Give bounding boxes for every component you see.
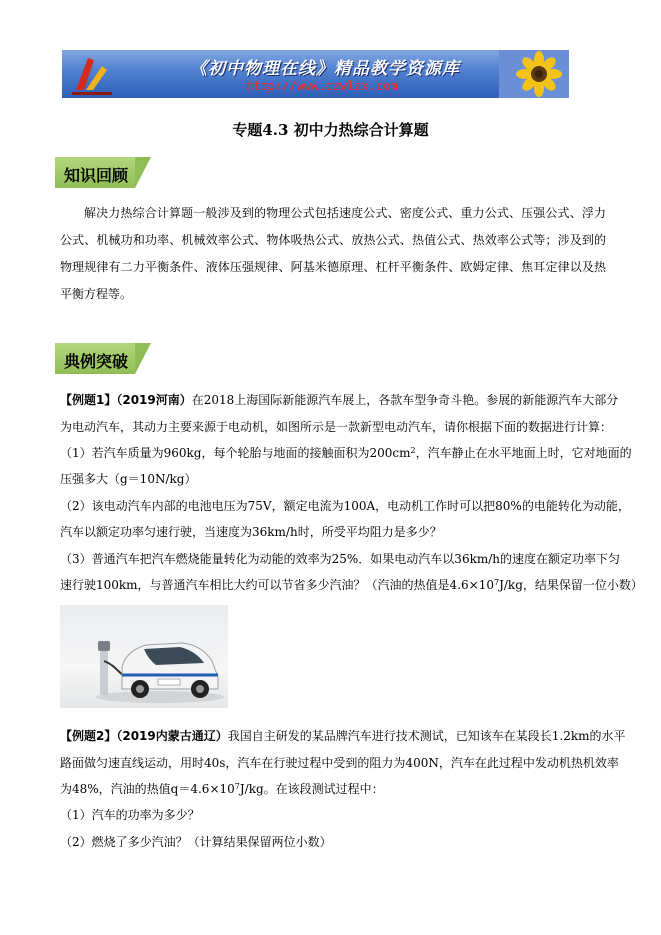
section-header-examples [55, 343, 150, 374]
example2-line3: 为48%，汽油的热值$q=4.6\times 10^7J/kg$。在该段测试过程中： [60, 782, 384, 796]
example1-question2: （2）该电动汽车内部的电池电压为75V，额定电流为100A，电动机工作时可以把80%的电能转化为动能， [60, 499, 630, 513]
example1-question2-cont: 汽车以额定功率匀速行驶，当速度为36km/h时，所受平均阻力是多少？ [60, 525, 442, 539]
electric-car-icon [60, 605, 228, 708]
example1-question1: （1）若汽车质量为960kg，每个轮胎与地面的接触面积为$200cm^2$，汽车静止在水平地面上时，它对地面的 [60, 446, 632, 460]
example1-line2: 为电动汽车，其动力主要来源于电动机，如图所示是一款新型电动汽车，请你根据下面的数据进行计算： [60, 420, 613, 434]
example2-question1: （1）汽车的功率为多少？ [60, 808, 200, 822]
section-label: 知识回顾 [64, 166, 129, 185]
example2-question2: （2）燃烧了多少汽油？（计算结果保留两位小数） [60, 835, 332, 849]
example1-question1-cont: 压强多大（g＝10N/kg） [60, 472, 197, 486]
header-banner [62, 50, 569, 98]
review-paragraph: 解决力热综合计算题一般涉及到的物理公式包括速度公式、密度公式、重力公式、压强公式、浮力公式、机械功和功率、机械效率公式、物体吸热公式、放热公式、热值公式、热效率公式等；涉及到的物理规律有二力平衡条件、液体压强规律、阿基米德原理、杠杆平衡条件、欧姆定律、焦耳定律以及热平衡方程等。 [60, 206, 606, 301]
section-header-knowledge-review [55, 157, 150, 188]
sunflower-icon [499, 50, 569, 98]
example1-line1: 【例题1】（2019河南）在2018上海国际新能源汽车展上，各款车型争奇斗艳。参展的新能源汽车大部分 [60, 393, 619, 407]
example2-line1: 【例题2】（2019内蒙古通辽）我国自主研发的某品牌汽车进行技术测试，已知该车在某段长1.2km的水平 [60, 729, 626, 743]
example2-tag: 【例题2】（2019内蒙古通辽） [60, 729, 228, 743]
example1-question3: （3）普通汽车把汽车燃烧能量转化为动能的效率为25%．如果电动汽车以36km/h的速度在额定功率下匀 [60, 552, 621, 566]
example1-question3-cont: 速行驶100km，与普通汽车相比大约可以节省多少汽油？（汽油的热值是$4.6\times 10^7J/kg$，结果保留一位小数） [60, 578, 643, 592]
example2-line2: 路面做匀速直线运动，用时40s，汽车在行驶过程中受到的阻力为400N，汽车在此过程中发动机热机效率 [60, 756, 619, 770]
electric-car-image [60, 605, 228, 708]
example1-tag: 【例题1】（2019河南） [60, 393, 192, 407]
site-logo-icon [62, 50, 122, 98]
section-label: 典例突破 [64, 352, 129, 371]
page-title: 专题4.3 初中力热综合计算题 [232, 121, 429, 139]
banner-slogan: 《初中物理在线》精品教学资源库 [190, 59, 460, 79]
banner-url[interactable]: http://www.czwlzx.com [246, 79, 398, 93]
